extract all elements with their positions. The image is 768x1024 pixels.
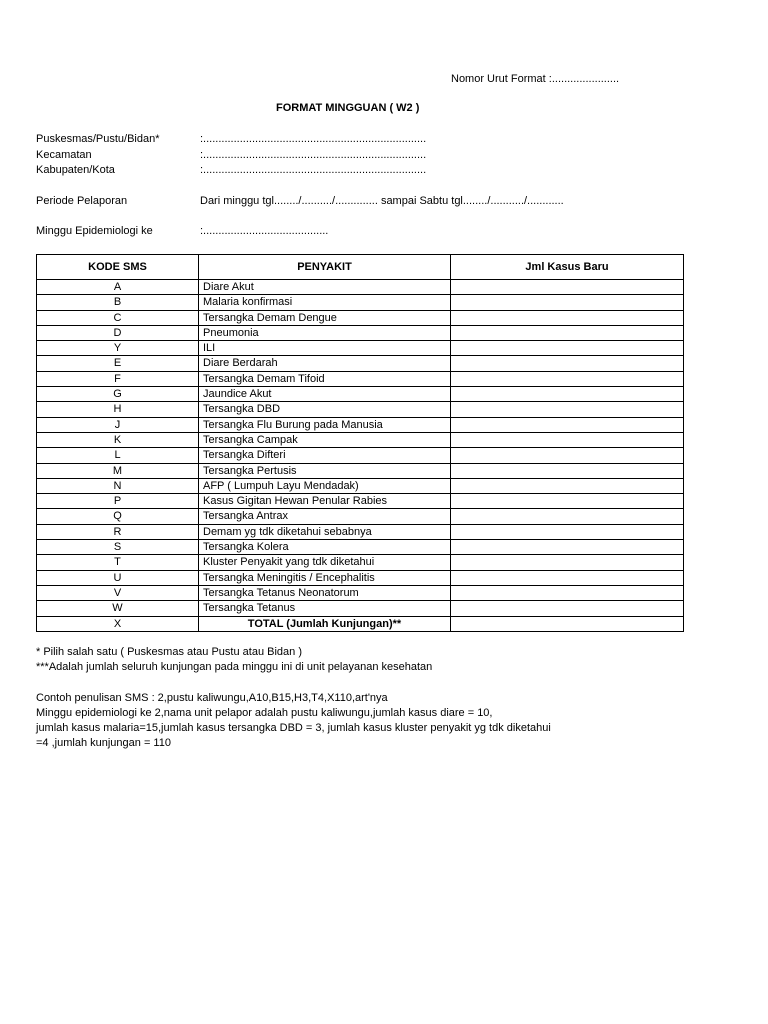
table-row (37, 478, 684, 493)
table-row (37, 417, 684, 432)
format-number: Nomor Urut Format :...................... (451, 73, 620, 85)
periode-field: Dari minggu tgl......../........../.............. sampai Sabtu tgl......../.........../............ (200, 195, 564, 207)
header-kode-sms: KODE SMS (37, 255, 199, 280)
table-total-row (37, 616, 684, 631)
example-line-2: Minggu epidemiologi ke 2,nama unit pelapor adalah pustu kaliwungu,jumlah kasus diare = 10, (36, 707, 493, 719)
table-row (37, 432, 684, 447)
row-disease: Jaundice Akut (199, 387, 451, 402)
row-code: N (37, 478, 199, 493)
table-row (37, 448, 684, 463)
row-code: E (37, 356, 199, 371)
row-count-cell[interactable] (451, 585, 684, 600)
row-disease: Tersangka Tetanus (199, 601, 451, 616)
table-row (37, 524, 684, 539)
row-code: C (37, 310, 199, 325)
header-penyakit: PENYAKIT (199, 255, 451, 280)
row-count-cell[interactable] (451, 524, 684, 539)
row-count-cell[interactable] (451, 463, 684, 478)
row-code: D (37, 325, 199, 340)
row-code: T (37, 555, 199, 570)
header-jml-kasus: Jml Kasus Baru (451, 255, 684, 280)
row-code: L (37, 448, 199, 463)
row-disease: Tersangka Antrax (199, 509, 451, 524)
row-code: A (37, 280, 199, 295)
row-count-cell[interactable] (451, 448, 684, 463)
row-code: W (37, 601, 199, 616)
row-count-cell[interactable] (451, 402, 684, 417)
example-line-3: jumlah kasus malaria=15,jumlah kasus tersangka DBD = 3, jumlah kasus kluster penyakit yg tdk diketahui (36, 722, 551, 734)
row-count-cell[interactable] (451, 601, 684, 616)
table-row (37, 494, 684, 509)
row-disease: Pneumonia (199, 325, 451, 340)
table-row (37, 387, 684, 402)
table-header-row (37, 255, 684, 280)
table-row (37, 295, 684, 310)
total-code: X (37, 616, 199, 631)
table-row (37, 356, 684, 371)
puskesmas-label: Puskesmas/Pustu/Bidan* (36, 133, 160, 145)
total-label: TOTAL (Jumlah Kunjungan)** (199, 616, 451, 631)
row-code: P (37, 494, 199, 509)
row-count-cell[interactable] (451, 295, 684, 310)
row-count-cell[interactable] (451, 509, 684, 524)
table-row (37, 371, 684, 386)
row-count-cell[interactable] (451, 371, 684, 386)
kecamatan-label: Kecamatan (36, 149, 92, 161)
table-row (37, 341, 684, 356)
minggu-field: :......................................... (200, 225, 329, 237)
row-disease: Tersangka Kolera (199, 540, 451, 555)
row-code: R (37, 524, 199, 539)
page-title: FORMAT MINGGUAN ( W2 ) (276, 102, 420, 114)
row-disease: AFP ( Lumpuh Layu Mendadak) (199, 478, 451, 493)
table-row (37, 601, 684, 616)
row-code: V (37, 585, 199, 600)
row-count-cell[interactable] (451, 494, 684, 509)
row-disease: Demam yg tdk diketahui sebabnya (199, 524, 451, 539)
row-disease: Tersangka Pertusis (199, 463, 451, 478)
row-code: J (37, 417, 199, 432)
row-disease: Tersangka Tetanus Neonatorum (199, 585, 451, 600)
row-count-cell[interactable] (451, 341, 684, 356)
table-row (37, 280, 684, 295)
table-row (37, 402, 684, 417)
row-count-cell[interactable] (451, 432, 684, 447)
row-count-cell[interactable] (451, 478, 684, 493)
row-count-cell[interactable] (451, 417, 684, 432)
row-disease: Diare Akut (199, 280, 451, 295)
table-row (37, 463, 684, 478)
row-count-cell[interactable] (451, 356, 684, 371)
table-row (37, 540, 684, 555)
row-code: F (37, 371, 199, 386)
row-count-cell[interactable] (451, 540, 684, 555)
kecamatan-field: :......................................................................... (200, 149, 427, 161)
row-disease: Malaria konfirmasi (199, 295, 451, 310)
row-count-cell[interactable] (451, 555, 684, 570)
row-code: U (37, 570, 199, 585)
row-disease: Tersangka Demam Dengue (199, 310, 451, 325)
row-count-cell[interactable] (451, 310, 684, 325)
table-row (37, 555, 684, 570)
periode-label: Periode Pelaporan (36, 195, 128, 207)
row-code: M (37, 463, 199, 478)
row-disease: Kluster Penyakit yang tdk diketahui (199, 555, 451, 570)
row-count-cell[interactable] (451, 387, 684, 402)
row-disease: Diare Berdarah (199, 356, 451, 371)
puskesmas-field: :......................................................................... (200, 133, 427, 145)
total-count-cell[interactable] (451, 616, 684, 631)
row-disease: Tersangka Demam Tifoid (199, 371, 451, 386)
kabupaten-field: :......................................................................... (200, 164, 427, 176)
table-row (37, 509, 684, 524)
row-disease: ILI (199, 341, 451, 356)
row-code: Y (37, 341, 199, 356)
table-row (37, 570, 684, 585)
row-code: H (37, 402, 199, 417)
example-line-1: Contoh penulisan SMS : 2,pustu kaliwungu,A10,B15,H3,T4,X110,art'nya (36, 692, 388, 704)
row-disease: Tersangka DBD (199, 402, 451, 417)
disease-table (36, 254, 684, 632)
kabupaten-label: Kabupaten/Kota (36, 164, 115, 176)
table-row (37, 310, 684, 325)
row-code: K (37, 432, 199, 447)
table-row (37, 585, 684, 600)
footnote-1: * Pilih salah satu ( Puskesmas atau Pustu atau Bidan ) (36, 646, 302, 658)
row-disease: Tersangka Flu Burung pada Manusia (199, 417, 451, 432)
row-disease: Kasus Gigitan Hewan Penular Rabies (199, 494, 451, 509)
row-code: B (37, 295, 199, 310)
row-count-cell[interactable] (451, 325, 684, 340)
table-row (37, 325, 684, 340)
minggu-label: Minggu Epidemiologi ke (36, 225, 153, 237)
row-disease: Tersangka Difteri (199, 448, 451, 463)
row-code: Q (37, 509, 199, 524)
row-code: S (37, 540, 199, 555)
row-count-cell[interactable] (451, 280, 684, 295)
row-code: G (37, 387, 199, 402)
example-line-4: =4 ,jumlah kunjungan = 110 (36, 737, 171, 749)
row-disease: Tersangka Campak (199, 432, 451, 447)
row-disease: Tersangka Meningitis / Encephalitis (199, 570, 451, 585)
footnote-2: ***Adalah jumlah seluruh kunjungan pada minggu ini di unit pelayanan kesehatan (36, 661, 433, 673)
row-count-cell[interactable] (451, 570, 684, 585)
